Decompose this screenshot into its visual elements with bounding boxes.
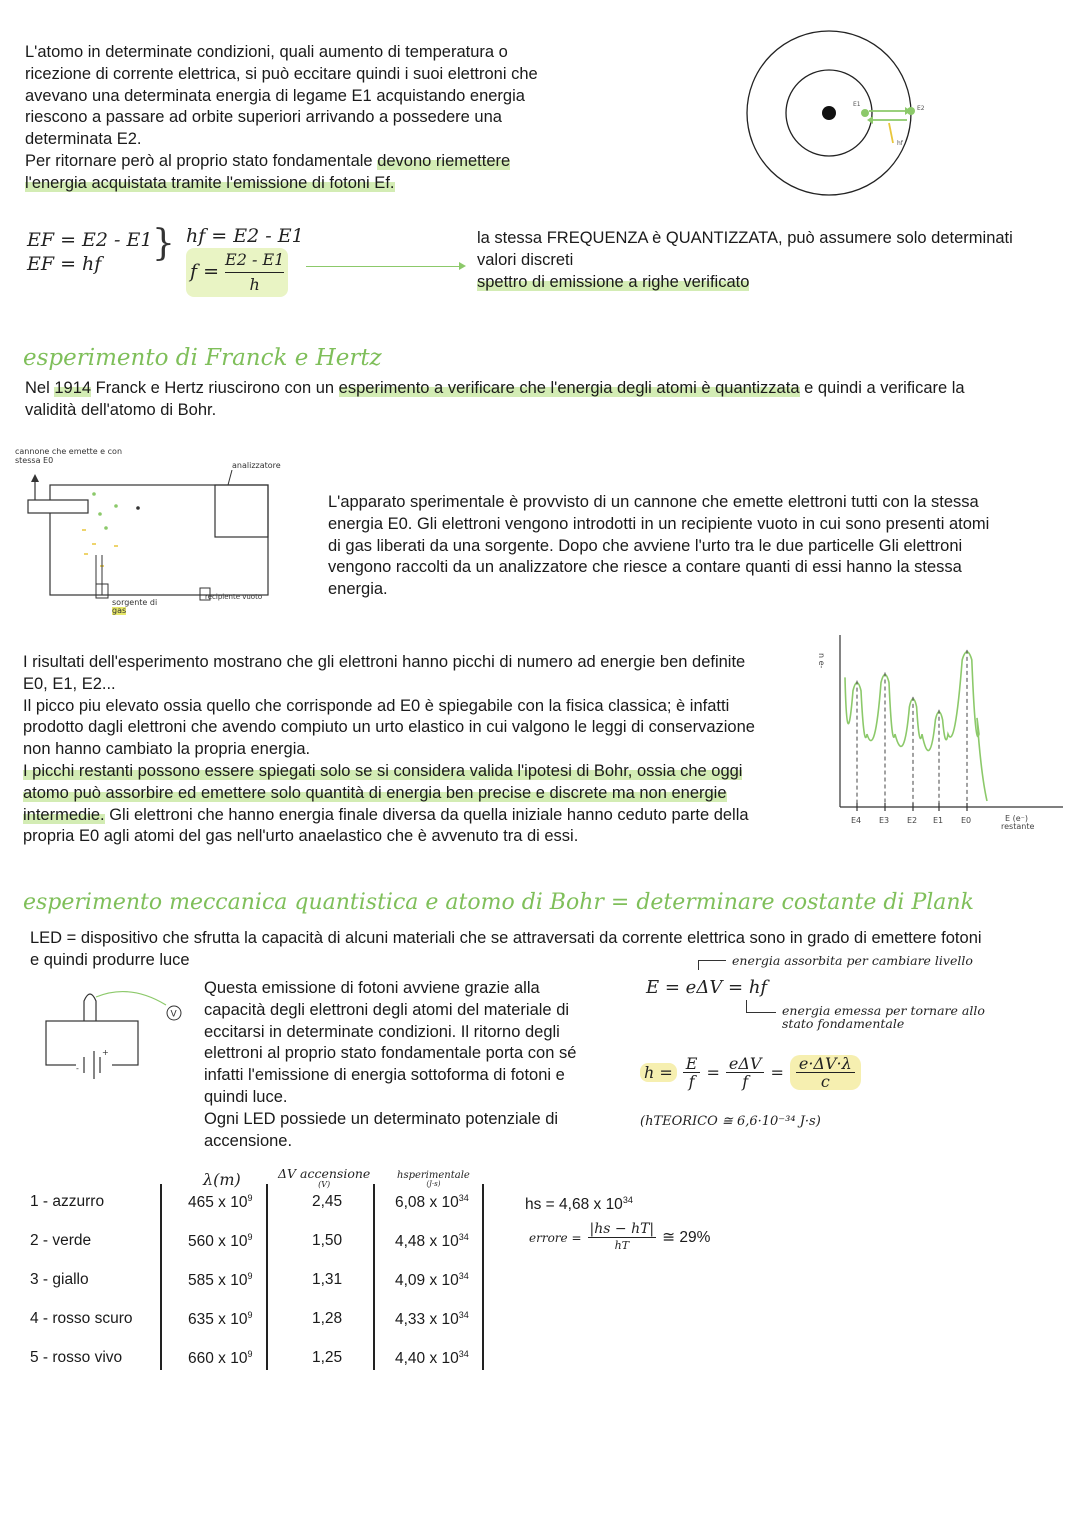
intro-line: riescono a passare ad orbite superiori arrivando a possedere una — [25, 108, 502, 127]
table-cell-dv: 2,45 — [312, 1193, 343, 1210]
table-cell-lambda: 465 x $10^9$ — [188, 1193, 253, 1212]
result-line: valori discreti — [477, 250, 574, 269]
atom-diagram — [745, 15, 945, 215]
svg-text:E2: E2 — [917, 105, 925, 112]
table-row-label: 1 - azzurro — [30, 1193, 105, 1210]
x-tick-label: E0 — [961, 816, 972, 825]
series-curve — [845, 652, 987, 801]
intro-line: L'atomo in determinate condizioni, quali aumento di temperatura o — [25, 43, 508, 61]
header-dv: ΔV accensione (V) — [278, 1166, 371, 1189]
table-cell-lambda: 635 x $10^9$ — [188, 1310, 253, 1329]
table-cell-dv: 1,28 — [312, 1310, 343, 1327]
formula-block-left — [27, 228, 152, 276]
svg-text:E1: E1 — [853, 101, 861, 108]
formula-ef-diff: EF = E2 - E1 — [27, 229, 153, 251]
h-theoretical: (hTEORICO ≅ 6,6·10⁻³⁴ J·s) — [640, 1114, 821, 1129]
cannon-label: cannone che emette e con stessa E0 — [15, 447, 123, 465]
formula-f: f = $\frac{E2 - E1}{h}$ — [186, 248, 288, 297]
table-cell-dv: 1,31 — [312, 1271, 343, 1288]
table-row-label: 4 - rosso scuro — [30, 1310, 133, 1327]
table-cell-h: 4,40 x $10^{34}$ — [395, 1349, 469, 1368]
apparatus-text: L'apparato sperimentale è provvisto di un cannone che emette elettroni tutti con la stessa energia E0. Gli elettroni vengono introdotti in un recipiente vuoto in cui sono presenti atomi di gas liberati da una sorgente. Dopo che avviene l'urto tra le due particelle Gli elettroni vengono raccolti da un analizzatore che riesce a contare quanti di essi hanno la stessa energia. — [328, 493, 990, 599]
table-divider — [266, 1184, 268, 1370]
formula-block-right — [186, 224, 304, 297]
table-row-label: 3 - giallo — [30, 1271, 89, 1288]
svg-text:-: - — [76, 1064, 79, 1073]
vacuum-label: recipiente vuoto — [205, 593, 263, 601]
errore-equation: errore = |hs − hT| hT ≅ 29% — [529, 1221, 711, 1252]
table-cell-dv: 1,50 — [312, 1232, 343, 1249]
intro-line: determinata E2. — [25, 130, 142, 149]
table-cell-lambda: 660 x $10^9$ — [188, 1349, 253, 1368]
result-line: la stessa FREQUENZA è QUANTIZZATA, può assumere solo determinati — [477, 229, 1013, 247]
x-axis-label: E (e⁻) restante — [1001, 814, 1035, 831]
formula-ef-hf: EF = hf — [27, 253, 102, 275]
led-icon — [84, 994, 96, 1021]
energy-note-bottom: energia emessa per tornare allo stato fondamentale — [782, 1003, 985, 1031]
formula-hf: hf = E2 - E1 — [186, 225, 304, 247]
table-cell-lambda: 560 x $10^9$ — [188, 1232, 253, 1251]
source-label: sorgente di gas — [112, 598, 158, 615]
result-arrow-head — [459, 262, 466, 270]
result-text — [477, 228, 1067, 293]
analyzer-box — [215, 485, 268, 537]
x-tick-label: E2 — [907, 816, 918, 825]
brace: } — [152, 223, 175, 264]
electron-cannon — [28, 500, 88, 513]
svg-text:hf: hf — [897, 140, 903, 147]
svg-text:V: V — [170, 1009, 177, 1020]
table-row-label: 2 - verde — [30, 1232, 92, 1249]
analyzer-label: analizzatore — [232, 461, 281, 470]
led-circuit — [40, 985, 200, 1085]
photon-arrow — [889, 123, 893, 143]
table-cell-h: 6,08 x $10^{34}$ — [395, 1193, 469, 1212]
h-equation: h = $\frac{E}{f}$ = eΔV f = $\frac{e\cdot\Delta V\cdot\lambda}{c}$ — [640, 1055, 861, 1090]
results-text: I risultati dell'esperimento mostrano che gli elettroni hanno picchi di numero ad energie ben definite E0, E1, E2... Il picco piu elevato ossia quello che corrisponde ad E0 è spiegabile con la fisica classica; è infatti prodotto dagli elettroni che avendo compiuto un urto elastico in cui valgono le leggi di conservazione non hanno cambiato la propria energia. I picchi restanti possono essere spiegati solo se si considera valida l'ipotesi di Bohr, ossia che oggi atomo può assorbire ed emettere solo quantità di energia ben precise e discrete ma non energie intermedie. Gli elettroni che hanno energia finale diversa da quella iniziale hanno ceduto parte della propria E0 agli atomi del gas nell'urto anaelastico che è avvenuto tra di essi. — [23, 653, 755, 846]
header-lambda: λ(m) — [203, 1170, 241, 1189]
x-tick-label: E3 — [879, 816, 890, 825]
franck-hertz-intro: Nel 1914 Franck e Hertz riuscirono con un esperimento a verificare che l'energia degli atomi è quantizzata e quindi a verificare la validità dell'atomo di Bohr. — [25, 379, 965, 419]
intro-paragraph — [25, 42, 625, 195]
section-title-franck-hertz: esperimento di Franck e Hertz — [23, 345, 382, 371]
svg-text:+: + — [102, 1048, 109, 1057]
table-cell-h: 4,33 x $10^{34}$ — [395, 1310, 469, 1329]
table-row-label: 5 - rosso vivo — [30, 1349, 123, 1366]
energy-note-top: energia assorbita per cambiare livello — [732, 953, 973, 968]
table-cell-lambda: 585 x $10^9$ — [188, 1271, 253, 1290]
header-h: hsperimentale (J·s) — [397, 1170, 470, 1188]
y-axis-label: n e- — [817, 653, 826, 669]
section-title-planck: esperimento meccanica quantistica e atomo di Bohr = determinare costante di Plank — [23, 890, 974, 915]
intro-line: Per ritornare però al proprio stato fondamentale devono riemettere — [25, 151, 511, 170]
led-definition: LED = dispositivo che sfrutta la capacità di alcuni materiali che se attraversati da corrente elettrica sono in grado di emettere fotoni e quindi produrre luce — [30, 929, 982, 969]
x-tick-label: E1 — [933, 816, 944, 825]
table-cell-h: 4,48 x $10^{34}$ — [395, 1232, 469, 1251]
table-divider — [160, 1184, 162, 1370]
hs-result: hs = 4,68 x $10^{34}$ — [525, 1195, 633, 1214]
intro-line: ricezione di corrente elettrica, si può eccitare quindi i suoi elettroni che — [25, 64, 538, 83]
emission-text: Questa emissione di fotoni avviene grazie alla capacità degli elettroni degli atomi del materiale di eccitarsi in determinate condizioni. Il ritorno degli elettroni al proprio stato fondamentale porta con sé infatti l'emissione di energia sottoforma di fotoni e quindi luce. Ogni LED possiede un determinato potenziale di accensione. — [204, 979, 577, 1150]
table-cell-h: 4,09 x $10^{34}$ — [395, 1271, 469, 1290]
table-cell-dv: 1,25 — [312, 1349, 343, 1366]
intro-line: avevano una determinata energia di legame E1 acquistando energia — [25, 86, 525, 105]
electron-e1 — [861, 109, 869, 117]
result-line: spettro di emissione a righe verificato — [477, 272, 750, 291]
table-divider — [373, 1184, 375, 1370]
energy-equation: E = eΔV = hf — [646, 977, 768, 998]
result-arrow — [306, 266, 463, 267]
franck-hertz-chart — [805, 625, 1075, 845]
intro-line: l'energia acquistata tramite l'emissione di fotoni Ef. — [25, 173, 395, 192]
nucleus — [822, 106, 836, 120]
table-divider — [482, 1184, 484, 1370]
x-tick-label: E4 — [851, 816, 862, 825]
